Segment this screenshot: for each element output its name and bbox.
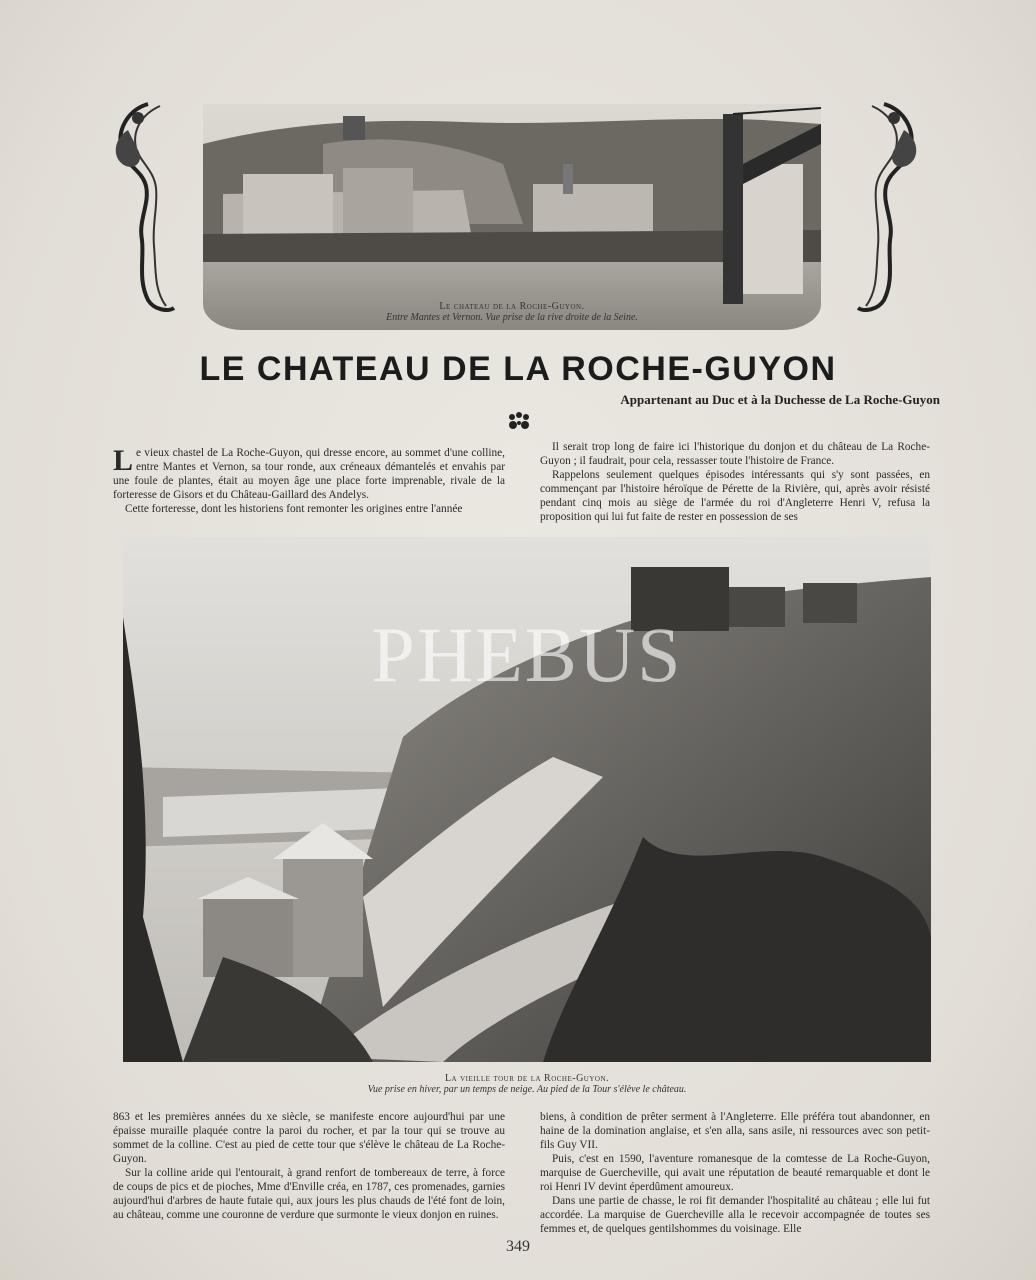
main-photo-caption-title: La vieille tour de la Roche-Guyon. [444,1073,610,1084]
upper-left-column [113,446,505,516]
article-subtitle: Appartenant au Duc et à la Duchesse de La Roche-Guyon [620,392,940,407]
lower-right-paragraph-1: biens, à condition de prêter serment à l'Angleterre. Elle préféra tout abandonner, en haine de la domination anglaise, et s'en alla, sans asile, ni ressources avec son petit-fils Guy VII. [540,1111,930,1151]
top-photo-caption-sub: Entre Mantes et Vernon. Vue prise de la rive droite de la Seine. [386,312,638,323]
upper-left-paragraph-1: e vieux chastel de La Roche-Guyon, qui dresse encore, au sommet d'une colline, entre Mantes et Vernon, sa tour ronde, aux créneaux démantelés et envahis par une foule de plantes, était au moyen âge une place forte imprenable, rivale de la forteresse de Gisors et du Château-Gaillard des Andelys. [113,447,505,501]
top-photo-caption [203,301,821,323]
lower-right-column [540,1110,930,1236]
lower-left-column [113,1110,505,1222]
top-photo-chateau-river-view [203,104,821,330]
upper-right-paragraph-2: Rappelons seulement quelques épisodes intéressants qui s'y sont passées, en commençant par l'histoire héroïque de Pérette de la Rivière, qui, après avoir résisté pendant cinq mois au siège de l'armée du roi d'Angleterre Henri V, refusa la proposition qui lui fut faite de rester en possession de ses [540,469,930,523]
phebus-watermark: PHEBUS [371,611,683,698]
article-title: LE CHATEAU DE LA ROCHE-GUYON [199,350,837,388]
lower-right-paragraph-2: Puis, c'est en 1590, l'aventure romanesque de la comtesse de La Roche-Guyon, marquise de Guercheville, qui avait une réputation de beauté remarquable et dont le roi Henri IV devint éperdûment amoureux. [540,1153,930,1193]
main-photo-caption [123,1073,931,1095]
upper-left-paragraph-2: Cette forteresse, dont les historiens font remonter les origines entre l'année [125,503,463,515]
main-photo-caption-sub: Vue prise en hiver, par un temps de neige. Au pied de la Tour s'élève le château. [367,1084,687,1095]
upper-right-paragraph-1: Il serait trop long de faire ici l'historique du donjon et du château de La Roche-Guyon ; il faudrait, pour cela, ressasser toute l'histoire de France. [540,441,930,467]
fleuron-icon [506,410,532,432]
art-nouveau-ornament-left [108,100,176,314]
top-photo-caption-title: Le chateau de la Roche-Guyon. [439,301,585,312]
page-number: 349 [506,1238,530,1255]
upper-right-column [540,440,930,524]
lower-right-paragraph-3: Dans une partie de chasse, le roi fit demander l'hospitalité au château ; elle lui fut accordée. La marquise de Guercheville alla le recevoir accompagnée de toutes ses femmes et, de quelques gentilshommes du voisinage. Elle [540,1195,930,1235]
drop-cap: L [113,444,134,477]
lower-left-paragraph-2: Sur la colline aride qui l'entourait, à grand renfort de tombereaux de terre, à force de coups de pics et de pioches, Mme d'Enville créa, en 1787, ces promenades, garnies aujourd'hui d'arbres de haute futaie qui, aux jours les plus chauds de l'été font de loin, au château, comme une couronne de verdure que surmonte le vieux donjon en ruines. [113,1167,505,1221]
art-nouveau-ornament-right [856,100,924,314]
lower-left-paragraph-1: 863 et les premières années du xe siècle, se manifeste encore aujourd'hui par une épaisse muraille plaquée contre la paroi du rocher, et par la tour qui se trouve au sommet de la colline. C'est au pied de cette tour que s'élève le château de La Roche-Guyon. [113,1111,505,1165]
